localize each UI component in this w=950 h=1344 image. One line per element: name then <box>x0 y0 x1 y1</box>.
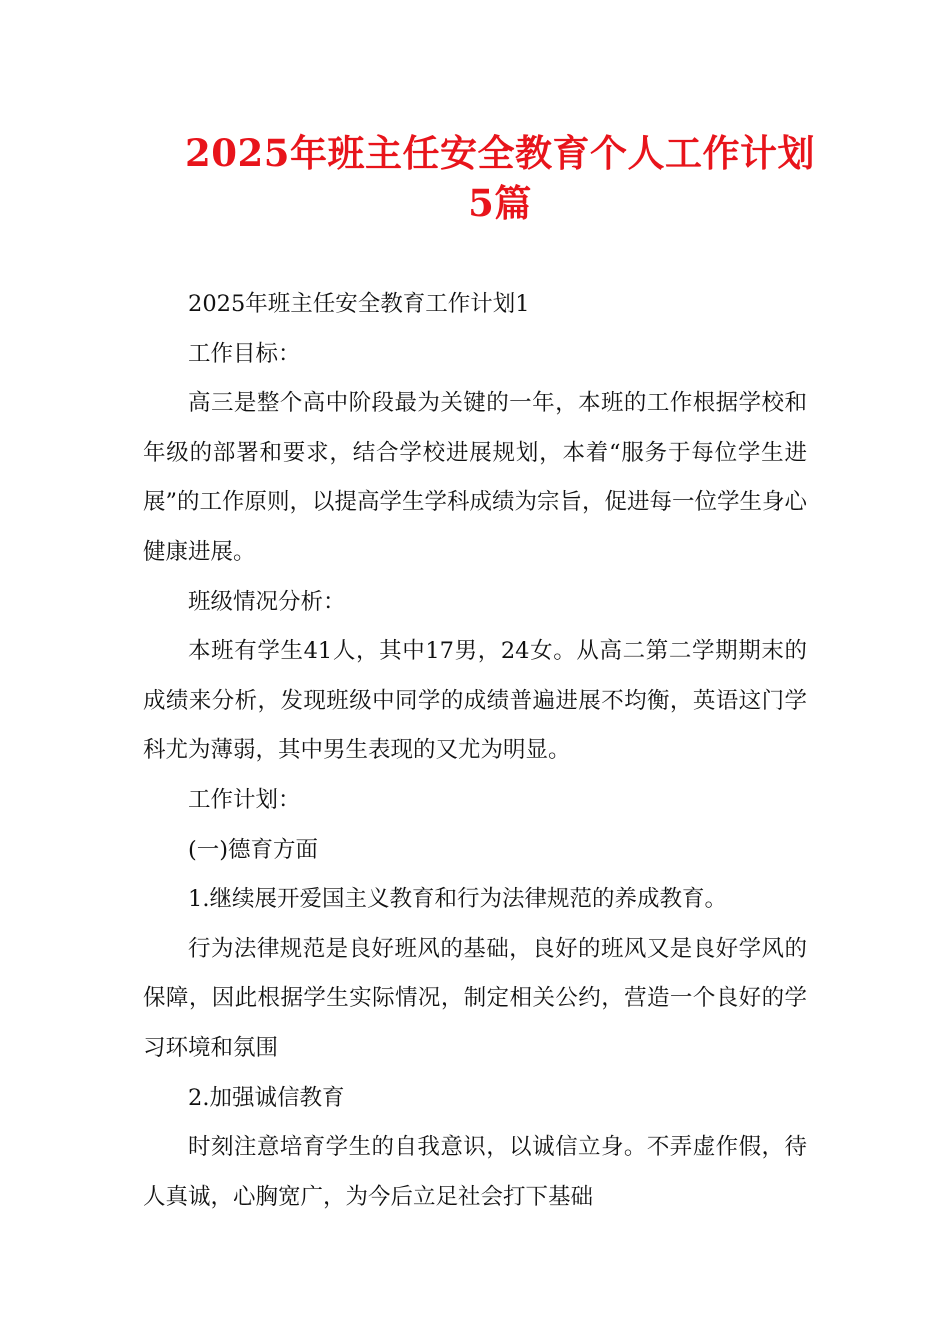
title-line-2: 5篇 <box>468 181 532 225</box>
heading-moral-education: (一)德育方面 <box>188 836 319 863</box>
paragraph-behavior-norms: 行为法律规范是良好班风的基础，良好的班风又是良好学风的保障，因此根据学生实际情况，制定相关公约，营造一个良好的学习环境和氛围 <box>143 935 807 1061</box>
document-title <box>140 128 860 228</box>
heading-work-goal: 工作目标： <box>188 340 301 367</box>
paragraph-work-goal: 高三是整个高中阶段最为关键的一年，本班的工作根据学校和年级的部署和要求，结合学校进展规划，本着“服务于每位学生进展”的工作原则，以提高学生学科成绩为宗旨，促进每一位学生身心健康进展。 <box>143 390 808 565</box>
heading-class-analysis: 班级情况分析： <box>188 588 346 615</box>
paragraph-class-analysis: 本班有学生41人，其中17男，24女。从高二第二学期期末的成绩来分析，发现班级中同学的成绩普遍进展不均衡，英语这门学科尤为薄弱，其中男生表现的又尤为明显。 <box>143 638 807 764</box>
document-body <box>143 280 807 1222</box>
paragraph-integrity: 时刻注意培育学生的自我意识，以诚信立身。不弄虚作假，待人真诚，心胸宽广，为今后立足社会打下基础 <box>143 1134 807 1210</box>
item-patriotism-education: 1.继续展开爱国主义教育和行为法律规范的养成教育。 <box>188 886 727 913</box>
title-line-1: 2025年班主任安全教育个人工作计划 <box>185 131 815 175</box>
heading-work-plan: 工作计划： <box>188 786 301 813</box>
item-integrity-education: 2.加强诚信教育 <box>188 1084 345 1111</box>
section-heading-plan-1: 2025年班主任安全教育工作计划1 <box>188 291 530 317</box>
